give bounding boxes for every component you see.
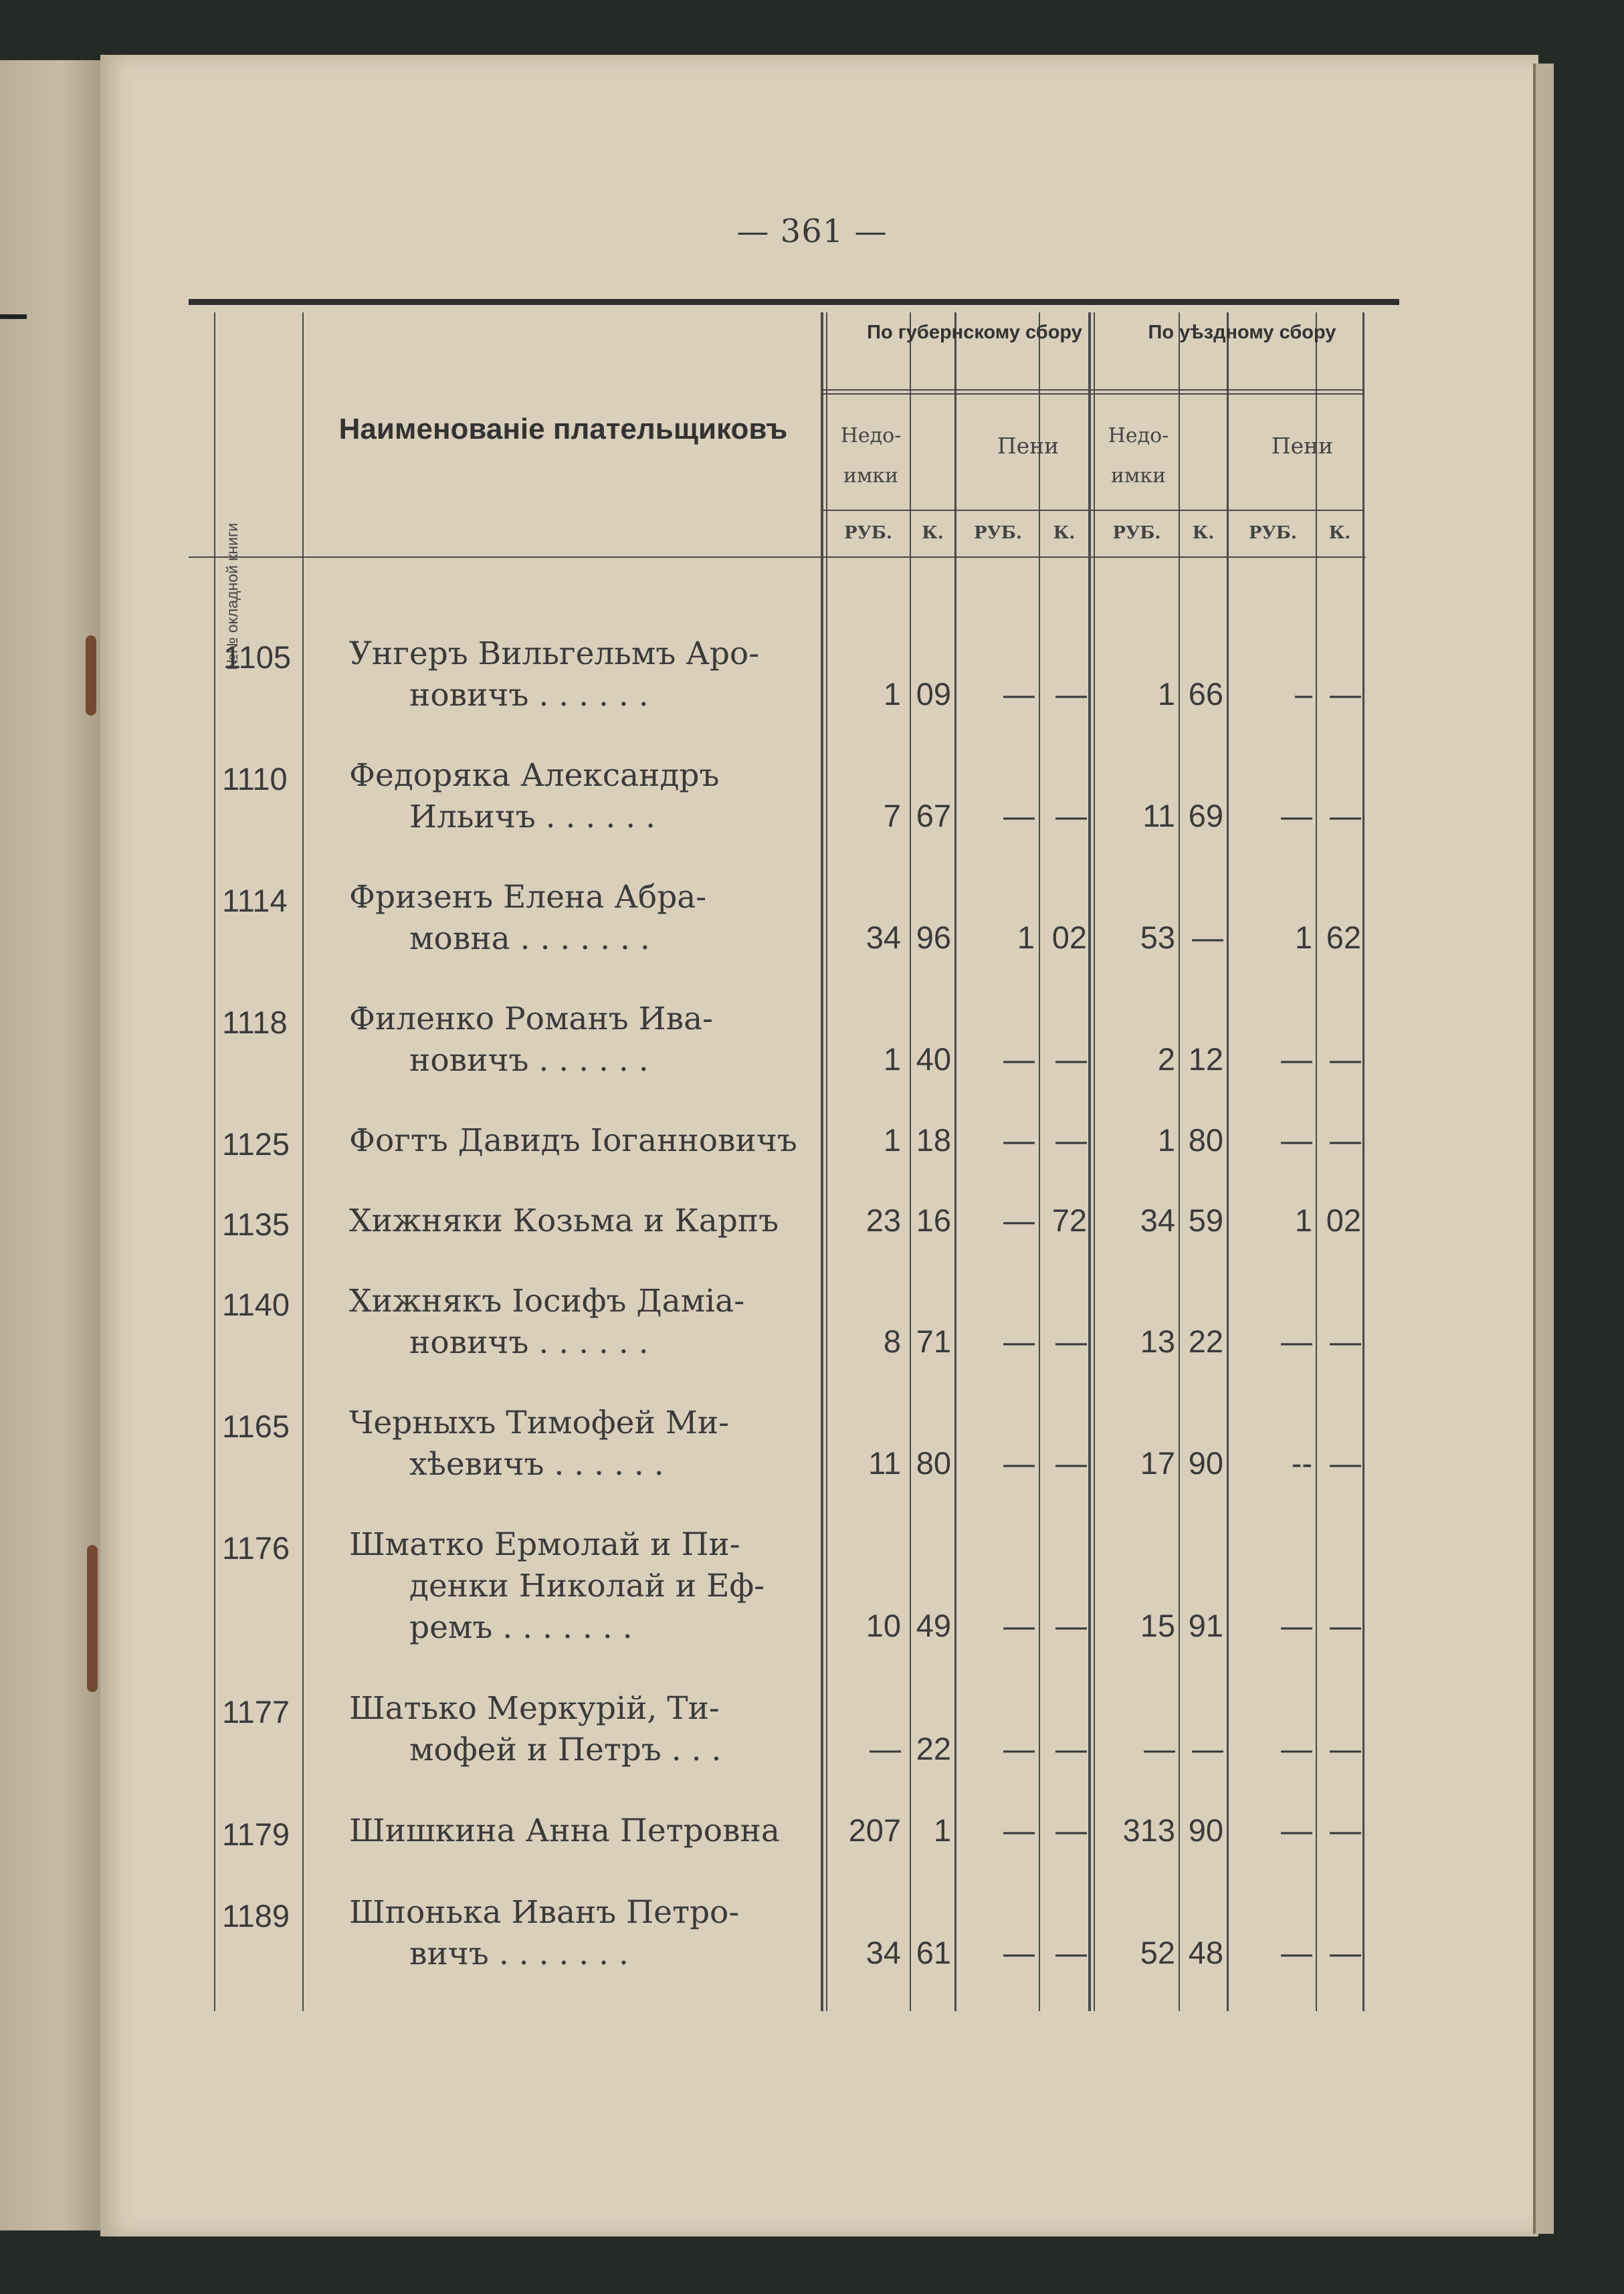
gub-penalty-rub: — — [1003, 1935, 1035, 1970]
uezd-arrears-rub: 11 — [1142, 798, 1175, 833]
uezd-arrears-rub: 53 — [1140, 920, 1175, 955]
uezd-penalty-kop: — — [1330, 1608, 1361, 1643]
gub-penalty-rub: — — [1003, 1122, 1035, 1158]
row-number: 1140 — [222, 1287, 290, 1322]
gub-arrears-rub: — — [870, 1731, 901, 1766]
header-rub: РУБ. — [1249, 523, 1297, 543]
gub-arrears-kop: 18 — [916, 1122, 951, 1158]
payer-name-line: Хижняки Козьма и Карпъ — [349, 1203, 779, 1239]
payer-name-line: Шпонька Иванъ Петро- — [349, 1894, 740, 1931]
uezd-penalty-rub: 1 — [1294, 1203, 1312, 1238]
gub-arrears-kop: 80 — [916, 1445, 951, 1481]
column-line — [1088, 312, 1091, 2011]
row-number: 1118 — [222, 1005, 288, 1040]
gub-arrears-kop: 71 — [916, 1324, 951, 1359]
gub-arrears-rub: 10 — [866, 1608, 901, 1643]
gub-penalty-kop: — — [1055, 798, 1087, 833]
header-line — [822, 393, 1364, 395]
payer-name-line: Шишкина Анна Петровна — [349, 1812, 780, 1849]
uezd-penalty-kop: — — [1330, 1812, 1361, 1848]
header-penalty-uezd: Пени — [1271, 433, 1334, 459]
gub-arrears-rub: 207 — [848, 1812, 901, 1848]
payer-name-line: Шматко Ермолай и Пи- — [349, 1526, 740, 1563]
gub-penalty-rub: — — [1003, 1041, 1035, 1077]
uezd-penalty-rub: — — [1281, 1812, 1312, 1848]
gub-arrears-kop: 40 — [916, 1041, 951, 1077]
uezd-arrears-rub: 1 — [1157, 676, 1175, 712]
uezd-penalty-kop: — — [1330, 1041, 1361, 1077]
uezd-arrears-kop: — — [1192, 1731, 1223, 1766]
payer-name-line: Ильичъ . . . . . . — [409, 799, 656, 835]
payer-name-line: ремъ . . . . . . . — [409, 1609, 633, 1646]
row-number: 1177 — [222, 1694, 290, 1730]
left-page-rule — [0, 314, 27, 319]
uezd-penalty-rub: — — [1281, 1122, 1312, 1158]
gub-arrears-rub: 1 — [883, 676, 901, 712]
uezd-arrears-kop: 59 — [1188, 1203, 1223, 1238]
row-number: 1125 — [222, 1126, 290, 1162]
row-number: 1179 — [222, 1816, 290, 1852]
payer-name-line: Черныхъ Тимофей Ми- — [349, 1404, 730, 1441]
gub-penalty-rub: — — [1003, 1608, 1035, 1643]
row-number: 1135 — [222, 1207, 290, 1242]
header-penalty-gub: Пени — [997, 433, 1059, 459]
uezd-arrears-kop: 48 — [1188, 1935, 1223, 1970]
uezd-penalty-rub: — — [1281, 1041, 1312, 1077]
gub-penalty-rub: — — [1003, 1324, 1035, 1359]
payer-name-line: Федоряка Александръ — [349, 757, 720, 794]
uezd-arrears-rub: 17 — [1140, 1445, 1175, 1481]
header-kop: К. — [1328, 523, 1351, 543]
gub-penalty-kop: 02 — [1051, 920, 1087, 955]
column-line — [302, 312, 304, 2011]
gub-arrears-kop: 67 — [916, 798, 951, 833]
uezd-arrears-kop: 22 — [1188, 1324, 1223, 1359]
uezd-arrears-kop: 90 — [1188, 1812, 1223, 1848]
uezd-penalty-rub: — — [1281, 1731, 1312, 1766]
gub-penalty-rub: 1 — [1017, 920, 1035, 955]
gub-penalty-kop: — — [1055, 1324, 1087, 1359]
uezd-penalty-rub: – — [1294, 676, 1312, 712]
row-number: 1114 — [222, 883, 288, 918]
header-line — [822, 389, 1364, 391]
header-rub: РУБ. — [974, 523, 1022, 543]
header-gub: По губернскому сбору — [867, 322, 1082, 343]
gub-arrears-rub: 1 — [883, 1122, 901, 1158]
uezd-penalty-rub: 1 — [1294, 920, 1312, 955]
left-page — [0, 60, 100, 2230]
gub-penalty-kop: — — [1055, 1122, 1087, 1158]
row-number: 1105 — [223, 639, 292, 675]
uezd-penalty-rub: — — [1281, 798, 1312, 833]
header-kop: К. — [1192, 523, 1215, 543]
column-line — [214, 312, 215, 2011]
uezd-penalty-kop: — — [1330, 1324, 1361, 1359]
payer-name-line: Шатько Меркурій, Ти- — [349, 1690, 720, 1727]
header-line — [822, 510, 1364, 511]
uezd-arrears-rub: 52 — [1140, 1935, 1175, 1970]
uezd-penalty-rub: -- — [1291, 1445, 1312, 1481]
gub-penalty-kop: — — [1055, 1731, 1087, 1766]
gub-arrears-rub: 11 — [868, 1445, 901, 1481]
uezd-penalty-rub: — — [1281, 1608, 1312, 1643]
payer-name-line: вичъ . . . . . . . — [409, 1936, 629, 1972]
header-bottom-line — [189, 556, 1366, 558]
header-name: Наименованіе плательщиковъ — [338, 413, 788, 445]
gub-arrears-kop: 96 — [916, 920, 951, 955]
header-arrears-gub: Недо-имки — [840, 424, 902, 488]
gub-penalty-kop: — — [1055, 1445, 1087, 1481]
payer-name-line: новичъ . . . . . . — [409, 1324, 649, 1361]
header-rub: РУБ. — [844, 523, 892, 543]
uezd-penalty-kop: — — [1330, 1445, 1361, 1481]
payer-name-line: Унгеръ Вильгельмъ Аро- — [349, 635, 760, 672]
gub-penalty-rub: — — [1003, 798, 1035, 833]
uezd-arrears-rub: 13 — [1140, 1324, 1175, 1359]
page-number: — 361 — — [736, 213, 888, 250]
gub-penalty-kop: — — [1055, 1608, 1087, 1643]
uezd-arrears-rub: 15 — [1140, 1608, 1175, 1643]
gub-arrears-rub: 7 — [883, 798, 901, 833]
payer-name-line: денки Николай и Еф- — [409, 1568, 765, 1604]
ledger-table — [189, 299, 1399, 2011]
uezd-penalty-kop: — — [1330, 1122, 1361, 1158]
payer-name-line: Фогтъ Давидъ Іоганновичъ — [349, 1122, 797, 1159]
uezd-arrears-kop: 12 — [1188, 1041, 1223, 1077]
gub-penalty-kop: — — [1055, 676, 1087, 712]
gub-penalty-rub: — — [1003, 1812, 1035, 1848]
uezd-arrears-rub: 34 — [1140, 1203, 1175, 1238]
header-rub: РУБ. — [1112, 523, 1161, 543]
uezd-arrears-kop: 90 — [1188, 1445, 1223, 1481]
uezd-penalty-rub: — — [1281, 1324, 1312, 1359]
gub-arrears-rub: 23 — [866, 1203, 901, 1238]
gub-penalty-rub: — — [1003, 1445, 1035, 1481]
uezd-arrears-kop: 66 — [1188, 676, 1223, 712]
gub-arrears-kop: 61 — [916, 1935, 951, 1970]
page-stain — [87, 1545, 98, 1692]
gub-arrears-kop: 16 — [916, 1203, 951, 1238]
uezd-arrears-rub: 1 — [1157, 1122, 1175, 1158]
header-kop: К. — [1053, 523, 1076, 543]
gub-arrears-rub: 34 — [866, 1935, 901, 1970]
gub-arrears-rub: 8 — [883, 1324, 901, 1359]
uezd-arrears-kop: 80 — [1188, 1122, 1223, 1158]
uezd-penalty-kop: — — [1330, 676, 1361, 712]
header-kop: К. — [922, 523, 944, 543]
column-line — [1227, 312, 1229, 2011]
uezd-arrears-rub: — — [1144, 1731, 1175, 1766]
uezd-arrears-rub: 2 — [1157, 1041, 1175, 1077]
payer-name-line: новичъ . . . . . . — [409, 677, 649, 714]
payer-name-line: мофей и Петръ . . . — [409, 1732, 722, 1768]
gub-arrears-kop: 09 — [916, 676, 951, 712]
table-top-rule — [189, 299, 1399, 305]
gub-arrears-kop: 49 — [916, 1608, 951, 1643]
uezd-arrears-rub: 313 — [1122, 1812, 1175, 1848]
header-book-number: №№ окладной книги — [223, 522, 241, 670]
gub-arrears-kop: 22 — [916, 1731, 951, 1766]
uezd-arrears-kop: — — [1192, 920, 1223, 955]
page-edge — [1535, 64, 1554, 2234]
uezd-arrears-kop: 69 — [1188, 798, 1223, 833]
header-uezd: По уѣздному сбору — [1148, 322, 1336, 343]
uezd-penalty-kop: 02 — [1326, 1203, 1361, 1238]
payer-name-line: мовна . . . . . . . — [409, 920, 650, 957]
gub-penalty-rub: — — [1003, 676, 1035, 712]
gub-penalty-kop: — — [1055, 1812, 1087, 1848]
uezd-arrears-kop: 91 — [1188, 1608, 1223, 1643]
row-number: 1176 — [222, 1530, 290, 1566]
uezd-penalty-kop: — — [1330, 798, 1361, 833]
uezd-penalty-kop: — — [1330, 1935, 1361, 1970]
payer-name-line: Хижнякъ Іосифъ Даміа- — [349, 1283, 745, 1320]
gub-arrears-kop: 1 — [933, 1812, 951, 1848]
row-number: 1189 — [222, 1898, 290, 1934]
row-number: 1165 — [222, 1409, 290, 1444]
header-arrears-uezd: Недо-имки — [1108, 424, 1169, 488]
gub-arrears-rub: 34 — [866, 920, 901, 955]
gub-penalty-rub: — — [1003, 1731, 1035, 1766]
uezd-penalty-kop: 62 — [1326, 920, 1361, 955]
payer-name-line: хѣевичъ . . . . . . — [409, 1446, 664, 1483]
page-stain — [86, 635, 96, 716]
gub-penalty-kop: 72 — [1051, 1203, 1087, 1238]
row-number: 1110 — [222, 761, 288, 797]
gub-penalty-kop: — — [1055, 1041, 1087, 1077]
payer-name-line: новичъ . . . . . . — [409, 1042, 649, 1079]
column-line — [1362, 312, 1364, 2011]
payer-name-line: Филенко Романъ Ива- — [349, 1001, 713, 1037]
gub-penalty-rub: — — [1003, 1203, 1035, 1238]
page-edge-line — [1533, 64, 1536, 2234]
payer-name-line: Фризенъ Елена Абра- — [349, 879, 707, 916]
uezd-penalty-rub: — — [1281, 1935, 1312, 1970]
gub-penalty-kop: — — [1055, 1935, 1087, 1970]
gub-arrears-rub: 1 — [883, 1041, 901, 1077]
uezd-penalty-kop: — — [1330, 1731, 1361, 1766]
